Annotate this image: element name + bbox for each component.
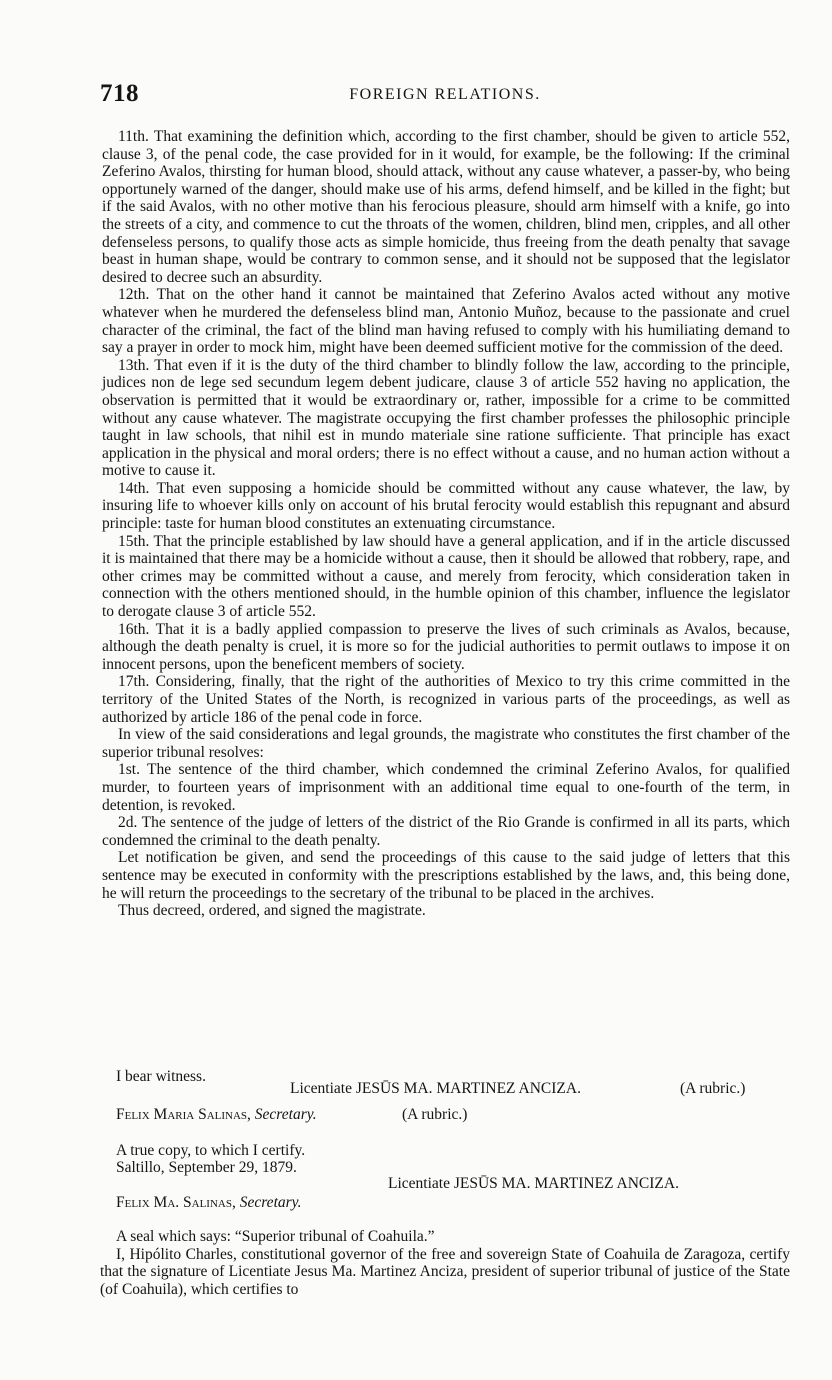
licentiate-signature-2: Licentiate JESŪS MA. MARTINEZ ANCIZA. (388, 1175, 679, 1192)
paragraph-resolution-1st: 1st. The sentence of the third chamber, which condemned the criminal Zeferino Avalos, for qualified murder, to fourteen years of imprisonment with an additional time equal to one-fourth of the term, in detention, is revoked. (102, 761, 790, 814)
paragraph-16th: 16th. That it is a badly applied compassion to preserve the lives of such criminals as Avalos, because, although the death penalty is cruel, it is more so for the judicial authorities to permit outlaws to impose it on innocent persons, upon the beneficent members of society. (102, 620, 790, 673)
governor-certification: I, Hipólito Charles, constitutional governor of the free and sovereign State of Coahuila de Zaragoza, certify that the signature of Licentiate Jesus Ma. Martinez Anciza, president of superior tribunal of justice of the State (of Coahuila), which certifies to (100, 1245, 790, 1298)
secretary-title-2: Secretary. (239, 1194, 302, 1211)
secretary-name-2: Felix Ma. Salinas, (116, 1194, 236, 1211)
paragraph-resolution-intro: In view of the said considerations and legal grounds, the magistrate who constitutes the first chamber of the superior tribunal resolves: (102, 726, 790, 761)
secretary-signature-1 (116, 1106, 317, 1124)
paragraph-14th: 14th. That even supposing a homicide should be committed without any cause whatever, the law, by insuring life to whoever kills only on account of his brutal ferocity would establish this repugnant and absurd principle: taste for human blood constitutes an extenuating circumstance. (102, 479, 790, 533)
page-number: 718 (100, 80, 139, 107)
running-head: FOREIGN RELATIONS. (349, 86, 541, 103)
body-text (102, 128, 790, 920)
paragraph-12th: 12th. That on the other hand it cannot be maintained that Zeferino Avalos acted without any motive whatever when he murdered the defenseless blind man, Antonio Muñoz, because to the passionate and cruel character of the criminal, the fact of the blind man having refused to comply with his humiliating demand to say a prayer in order to mock him, might have been deemed sufficient motive for the commission of the deed. (102, 286, 790, 357)
paragraph-notification: Let notification be given, and send the proceedings of this cause to the said judge of letters that this sentence may be executed in conformity with the prescriptions established by the laws, and, this being done, he will return the proceedings to the secretary of the tribunal to be placed in the archives. (102, 849, 790, 902)
paragraph-15th: 15th. That the principle established by law should have a general application, and if in the article discussed it is maintained that there may be a homicide without a cause, then it should be allowed that robbery, rape, and other crimes may be committed without a cause, and merely from ferocity, which consideration taken in connection with the others mentioned should, in the humble opinion of this chamber, influence the legislator to derogate clause 3 of article 552. (102, 532, 790, 621)
paragraph-11th: 11th. That examining the definition which, according to the first chamber, should be given to article 552, clause 3, of the penal code, the case provided for in it would, for example, be the following: If the criminal Zeferino Avalos, thirsting for human blood, should attack, without any cause whatever, a passer-by, who being opportunely warned of the danger, should make use of his arms, defend himself, and be killed in the fight; but if the said Avalos, with no other motive than his ferocious pleasure, should arm himself with a knife, go into the streets of a city, and commence to cut the throats of the women, children, blind men, cripples, and all other defenseless persons, to qualify those acts as simple homicide, thus freeing from the death penalty that savage beast in human shape, would be contrary to common sense, and it should not be supposed that the legislator desired to decree such an absurdity. (102, 128, 790, 286)
true-copy-line: A true copy, to which I certify. (116, 1142, 306, 1159)
secretary-title-1: Secretary. (254, 1106, 317, 1123)
licentiate-signature-1: Licentiate JESŪS MA. MARTINEZ ANCIZA. (290, 1080, 581, 1097)
paragraph-decreed: Thus decreed, ordered, and signed the magistrate. (118, 902, 426, 920)
rubric-2: (A rubric.) (402, 1106, 468, 1123)
secretary-signature-2 (116, 1194, 302, 1212)
seal-paragraph: A seal which says: “Superior tribunal of Coahuila.” (116, 1228, 435, 1245)
footer-text (100, 1228, 790, 1298)
paragraph-resolution-2d: 2d. The sentence of the judge of letters of the district of the Rio Grande is confirmed in all its parts, which condemned the criminal to the death penalty. (102, 814, 790, 849)
place-date-line: Saltillo, September 29, 1879. (116, 1159, 297, 1176)
witness-line: I bear witness. (116, 1068, 206, 1085)
rubric-1: (A rubric.) (680, 1080, 746, 1097)
page-header (100, 80, 790, 110)
certification-block (102, 1142, 790, 1222)
secretary-name-1: Felix Maria Salinas, (116, 1106, 251, 1123)
paragraph-17th: 17th. Considering, finally, that the right of the authorities of Mexico to try this crime committed in the territory of the United States of the North, is recognized in various parts of the proceedings, as well as authorized by article 186 of the penal code in force. (102, 673, 790, 726)
paragraph-13th: 13th. That even if it is the duty of the third chamber to blindly follow the law, according to the principle, judices non de lege sed secundum legem debent judicare, clause 3 of article 552 having no application, the observation is permitted that it would be extraordinary or, rather, impossible for a crime to be committed without any cause whatever. The magistrate occupying the first chamber professes the philosophic principle taught in law schools, that nihil est in mundo materiale sine ratione sufficiente. That principle has exact application in the physical and moral orders; there is no effect without a cause, and no human action without a motive to cause it. (102, 356, 790, 480)
